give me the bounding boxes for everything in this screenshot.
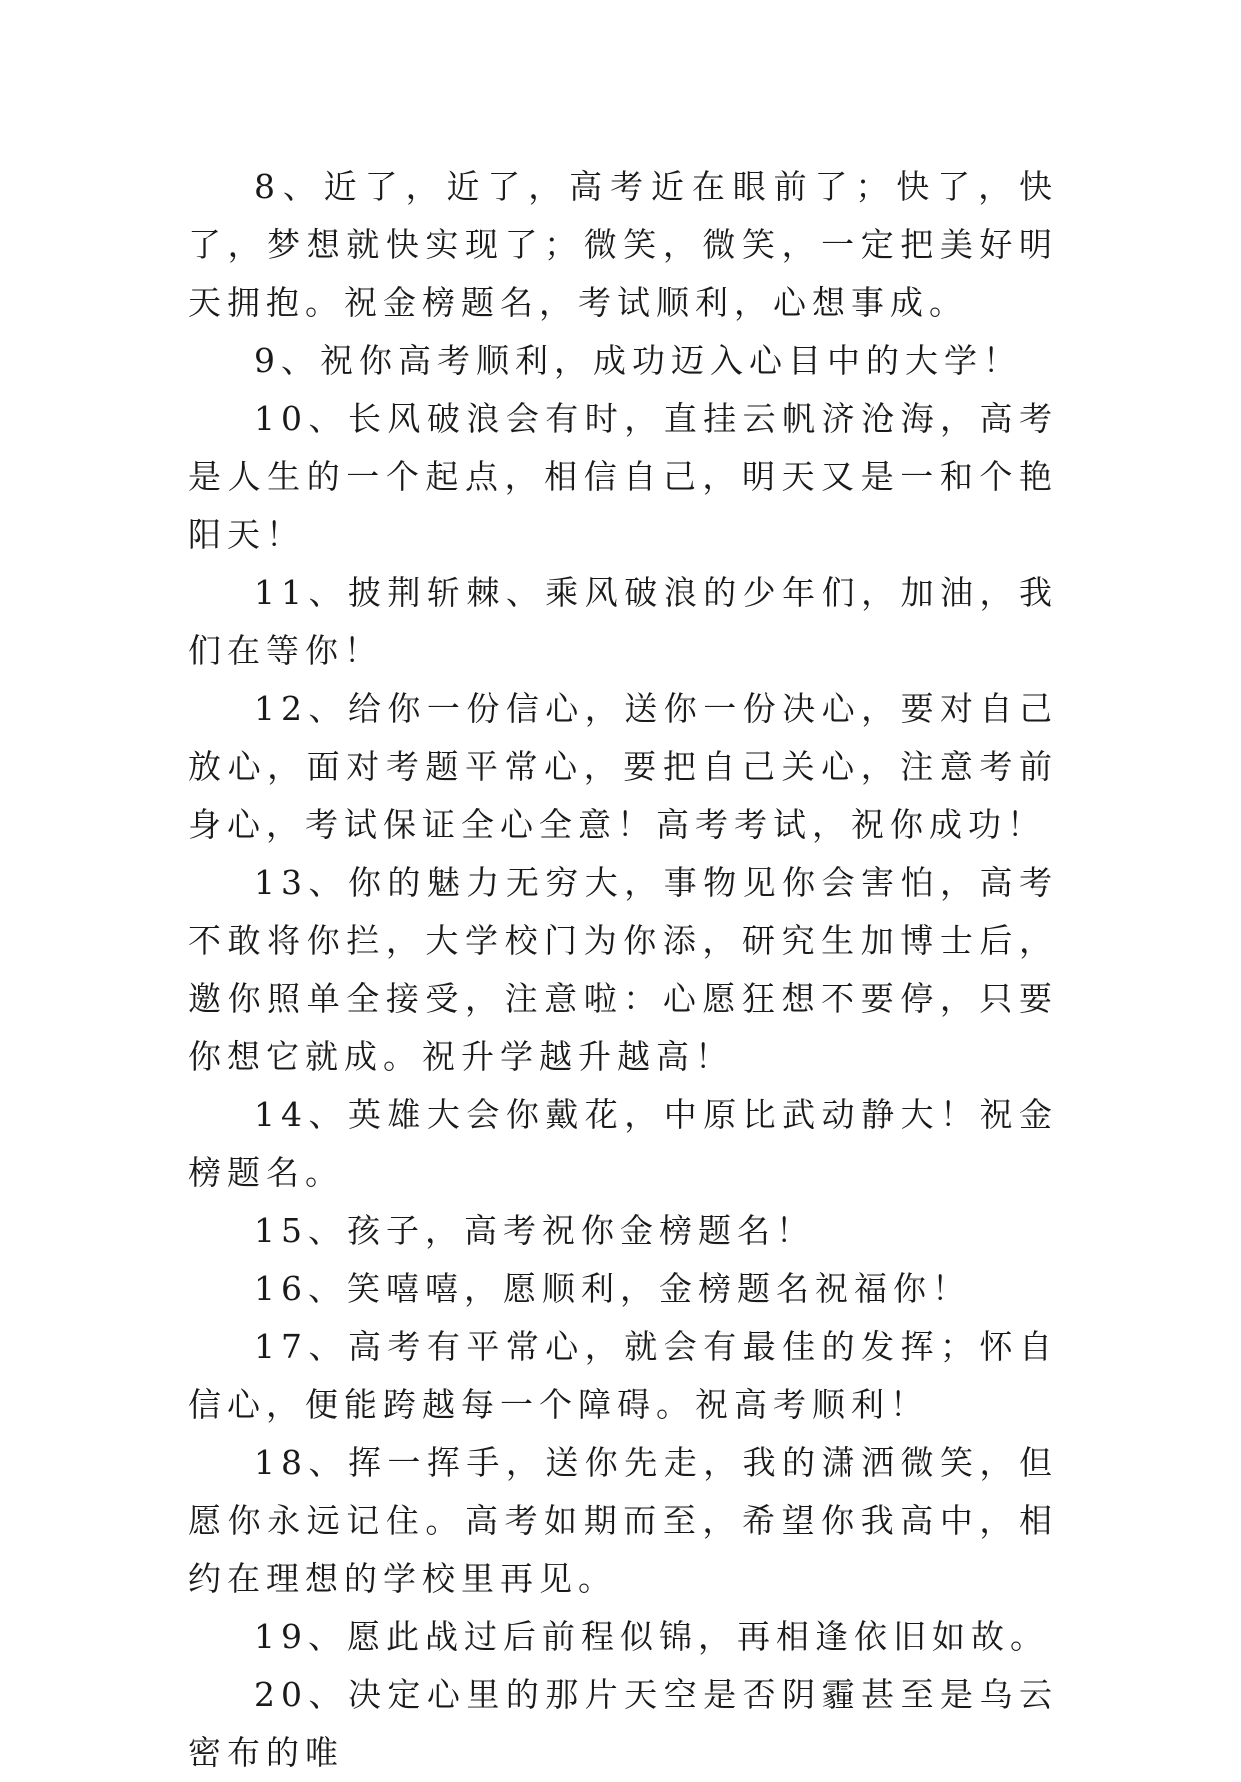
paragraph-item-9: 9、祝你高考顺利，成功迈入心目中的大学！ [254, 341, 1022, 380]
paragraph-item-10: 10、长风破浪会有时，直挂云帆济沧海，高考是人生的一个起点，相信自己，明天又是一和个艳阳天！ [188, 399, 1058, 554]
paragraph-item-20: 20、决定心里的那片天空是否阴霾甚至是乌云密布的唯 [188, 1675, 1058, 1772]
paragraph-item-15: 15、孩子，高考祝你金榜题名！ [254, 1211, 815, 1250]
paragraph-item-8: 8、近了，近了，高考近在眼前了；快了，快了，梦想就快实现了；微笑，微笑，一定把美好明天拥抱。祝金榜题名，考试顺利，心想事成。 [188, 167, 1058, 322]
paragraph-item-11: 11、披荆斩棘、乘风破浪的少年们，加油，我们在等你！ [188, 573, 1058, 670]
paragraph-item-12: 12、给你一份信心，送你一份决心，要对自己放心，面对考题平常心，要把自己关心，注意考前身心，考试保证全心全意！高考考试，祝你成功！ [188, 689, 1058, 844]
paragraph-item-13: 13、你的魅力无穷大，事物见你会害怕，高考不敢将你拦，大学校门为你添，研究生加博士后，邀你照单全接受，注意啦：心愿狂想不要停，只要你想它就成。祝升学越升越高！ [188, 863, 1058, 1076]
paragraph-item-18: 18、挥一挥手，送你先走，我的潇洒微笑，但愿你永远记住。高考如期而至，希望你我高中，相约在理想的学校里再见。 [188, 1443, 1058, 1598]
paragraph-item-14: 14、英雄大会你戴花，中原比武动静大！祝金榜题名。 [188, 1095, 1058, 1192]
document-body [188, 158, 1058, 1782]
paragraph-item-19: 19、愿此战过后前程似锦，再相逢依旧如故。 [254, 1617, 1049, 1656]
paragraph-item-16: 16、笑嘻嘻，愿顺利，金榜题名祝福你！ [254, 1269, 971, 1308]
paragraph-item-17: 17、高考有平常心，就会有最佳的发挥；怀自信心，便能跨越每一个障碍。祝高考顺利！ [188, 1327, 1058, 1424]
